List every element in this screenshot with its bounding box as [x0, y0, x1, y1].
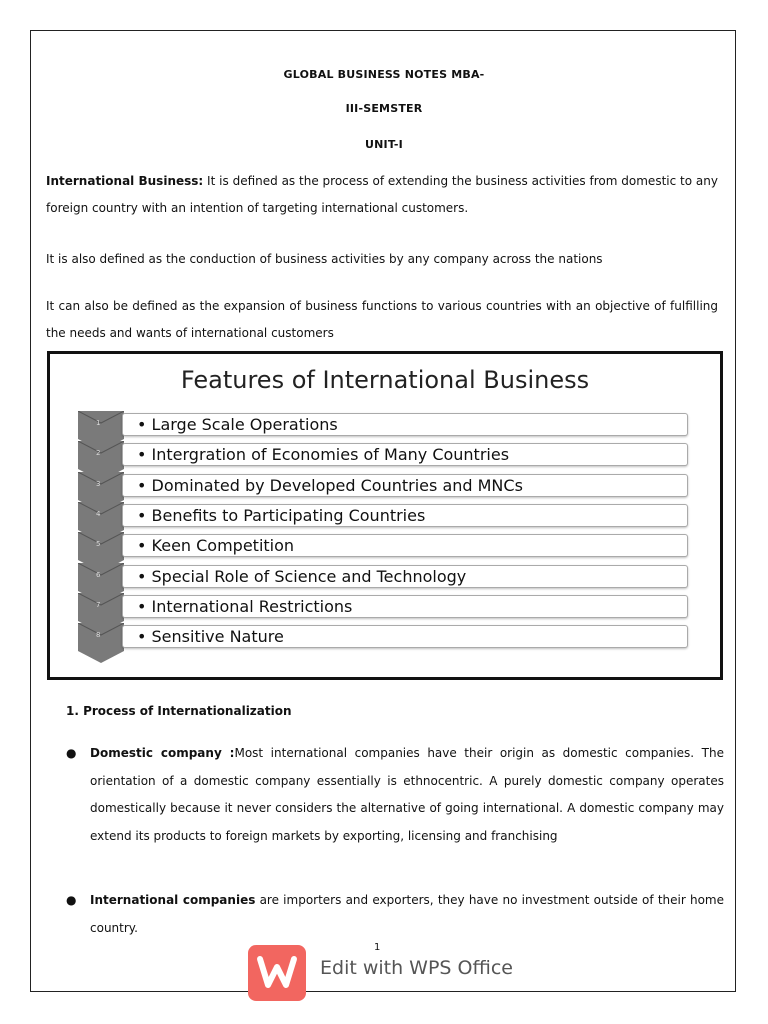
feature-bar — [122, 625, 688, 648]
feature-number: 1 — [96, 419, 101, 427]
features-figure — [47, 351, 723, 680]
feature-item — [78, 441, 690, 471]
feature-item — [78, 593, 690, 623]
intro-paragraph — [46, 168, 718, 222]
feature-number: 4 — [96, 509, 101, 518]
wps-edit-link[interactable]: Edit with WPS Office — [320, 957, 513, 979]
feature-item — [78, 411, 690, 441]
feature-label: • Keen Competition — [137, 536, 295, 556]
intro-definition-3: It can also be defined as the expansion of business functions to various countries with an objective of fulfilling the needs and wants of international customers — [46, 299, 718, 340]
feature-number: 2 — [96, 449, 101, 458]
feature-label: • International Restrictions — [137, 596, 353, 616]
wps-logo-icon[interactable] — [248, 945, 306, 1001]
doc-header-unit: UNIT-I — [365, 138, 403, 151]
intro-term: International Business: — [46, 174, 204, 188]
bullet-dot-icon: ● — [66, 746, 77, 760]
feature-item — [78, 623, 690, 653]
feature-bar — [122, 534, 688, 557]
doc-header-title: GLOBAL BUSINESS NOTES MBA- — [283, 68, 485, 81]
bullet-term: International companies — [90, 893, 256, 907]
feature-label: • Large Scale Operations — [137, 415, 338, 434]
feature-bar — [122, 474, 688, 497]
bullet-text: Most international companies have their origin as domestic companies. The orientation of a domestic company essentially is ethnocentric. A purely domestic company operates domestically because it never considers the alternative of going international. A domestic company may extend its products to foreign markets by exporting, licensing and franchising — [90, 746, 724, 843]
bullet-domestic-company — [66, 740, 724, 850]
bullet-term: Domestic company : — [90, 746, 235, 760]
intro-definition-1: It is defined as the process of extending the business activities from domestic to any foreign country with an intention of targeting international customers. — [46, 174, 718, 215]
feature-item — [78, 532, 690, 562]
feature-label: • Dominated by Developed Countries and MNCs — [137, 475, 523, 495]
feature-number: 8 — [96, 631, 101, 640]
feature-number: 6 — [96, 570, 101, 579]
feature-bar — [122, 565, 688, 588]
feature-label: • Special Role of Science and Technology — [137, 566, 467, 586]
feature-label: • Intergration of Economies of Many Countries — [137, 445, 510, 465]
feature-bar — [122, 443, 688, 466]
feature-label: • Sensitive Nature — [137, 627, 284, 647]
chevron-step-icon — [78, 623, 124, 665]
feature-number: 3 — [96, 479, 101, 488]
feature-bar — [122, 413, 688, 436]
intro-definition-2: It is also defined as the conduction of business activities by any company across the nations — [46, 252, 603, 266]
page-number: 1 — [374, 942, 381, 953]
bullet-dot-icon: ● — [66, 893, 77, 907]
figure-title: Features of International Business — [180, 366, 590, 394]
feature-label: • Benefits to Participating Countries — [137, 505, 426, 525]
feature-item — [78, 502, 690, 532]
section-title: 1. Process of Internationalization — [66, 704, 292, 718]
doc-header-semester: III-SEMSTER — [345, 102, 423, 115]
feature-bar — [122, 595, 688, 618]
feature-bar — [122, 504, 688, 527]
feature-item — [78, 472, 690, 502]
bullet-international-companies — [66, 887, 724, 942]
feature-number: 7 — [96, 600, 101, 609]
feature-number: 5 — [96, 540, 101, 549]
feature-item — [78, 563, 690, 593]
bullet-text: are importers and exporters, they have no investment outside of their home country. — [90, 893, 725, 935]
